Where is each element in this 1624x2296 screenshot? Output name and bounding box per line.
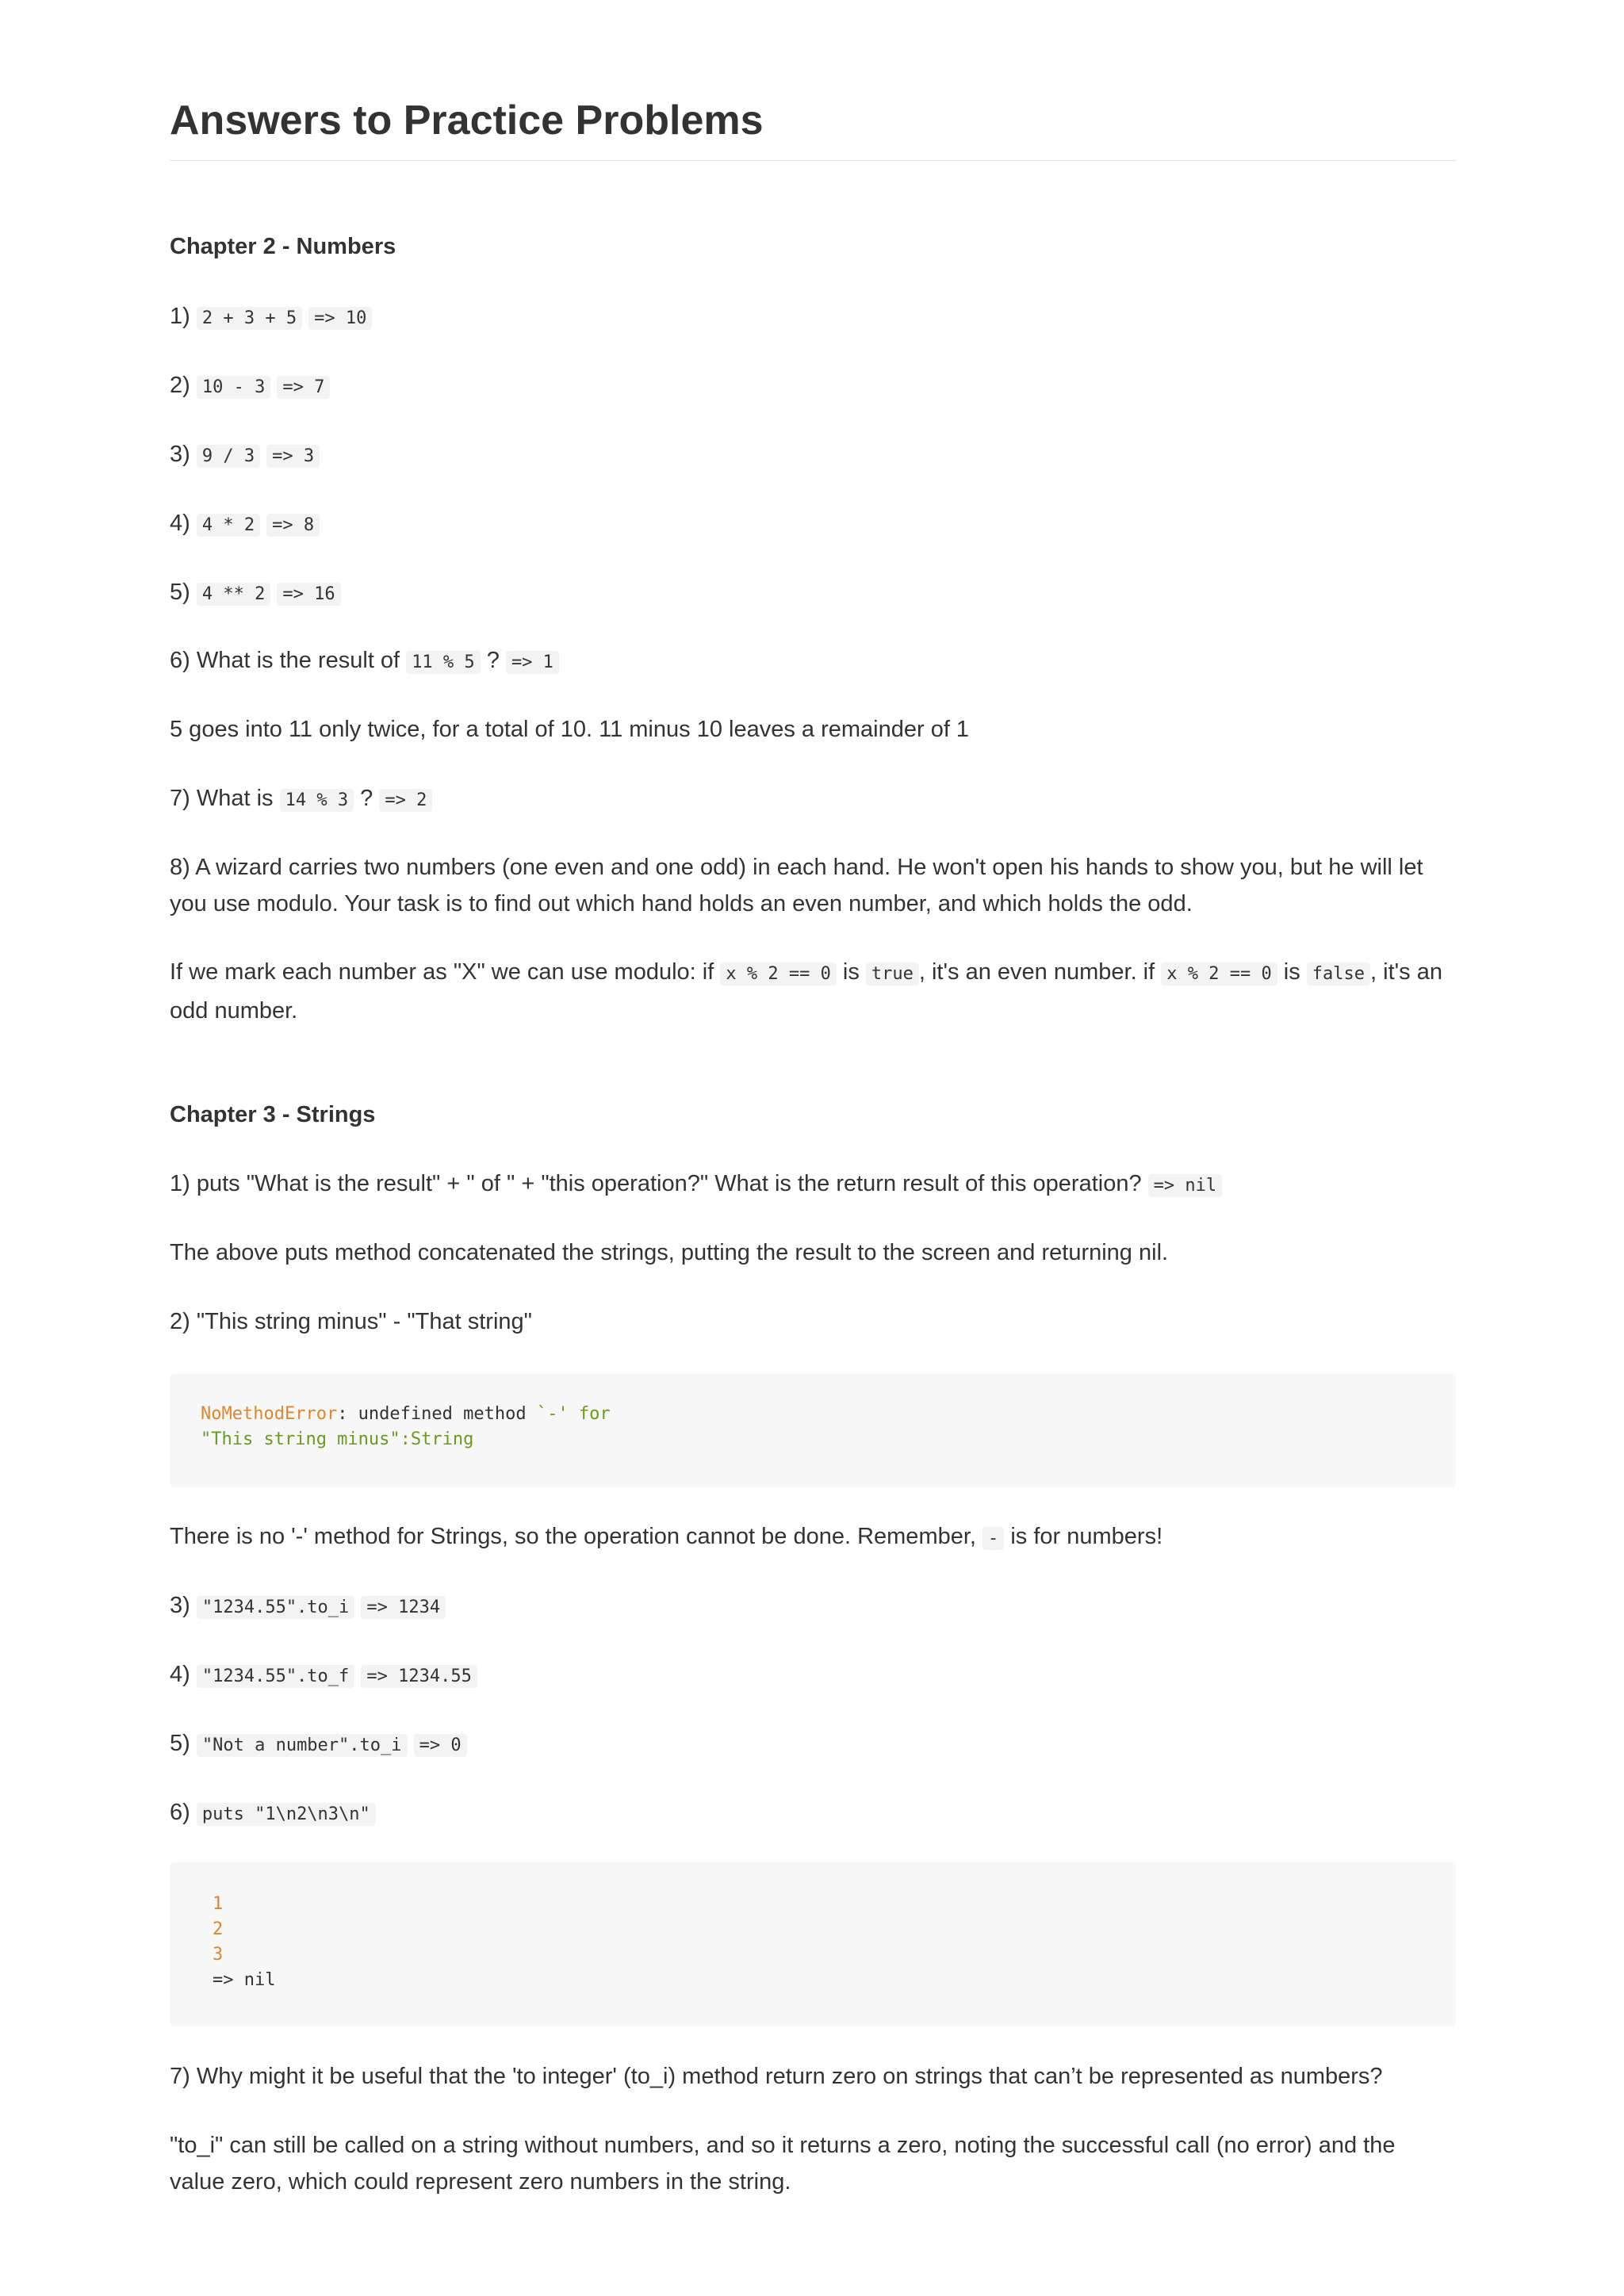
code-value: true <box>866 962 919 985</box>
code-expression: x % 2 == 0 <box>720 962 836 985</box>
ch3-q7-explanation: "to_i" can still be called on a string without numbers, and so it returns a zero, noting the successful call (no error) and the value zero, which could represent zero numbers in the string. <box>170 2133 1396 2195</box>
ch2-q3 <box>170 436 1456 475</box>
code-expression: puts "1\n2\n3\n" <box>197 1803 376 1826</box>
q-text: 1) puts "What is the result" + " of " + "this operation?" What is the return result of this operation? <box>170 1171 1142 1196</box>
output-line: => nil <box>213 1970 276 1990</box>
q-number: 3) <box>170 1593 190 1618</box>
ch3-q1-explanation: The above puts method concatenated the strings, putting the result to the screen and returning nil. <box>170 1240 1169 1265</box>
code-operator: - <box>982 1527 1004 1550</box>
code-result: => 1 <box>506 651 559 674</box>
answer-text: If we mark each number as "X" we can use modulo: if <box>170 959 714 985</box>
ch3-q1 <box>170 1165 1456 1204</box>
code-result: => 16 <box>277 583 340 606</box>
q-number: 6) <box>170 1800 190 1825</box>
code-result: => 3 <box>266 445 320 468</box>
q-number: 4) <box>170 1662 190 1687</box>
explanation-text: There is no '-' method for Strings, so the operation cannot be done. Remember, <box>170 1524 976 1549</box>
code-line <box>201 1427 1425 1452</box>
error-string: "This string minus":String <box>201 1429 474 1449</box>
q-number: 5) <box>170 580 190 605</box>
ch2-q7 <box>170 780 1456 819</box>
ch2-q5 <box>170 574 1456 613</box>
answer-text: is <box>842 959 860 985</box>
q-number: 2) <box>170 373 190 398</box>
explanation-text: is for numbers! <box>1010 1524 1163 1549</box>
code-expression: 10 - 3 <box>197 376 270 399</box>
answer-text: , it's an even number. if <box>918 959 1155 985</box>
code-result: => 10 <box>308 307 372 330</box>
ch2-q1 <box>170 298 1456 337</box>
chapter-2-heading: Chapter 2 - Numbers <box>170 234 396 259</box>
q-number: 5) <box>170 1731 190 1756</box>
output-line: 3 <box>213 1945 224 1965</box>
error-message: : undefined method <box>337 1404 537 1424</box>
q-number: 3) <box>170 442 190 467</box>
error-method: `-' for <box>536 1404 611 1424</box>
ch2-q8: 8) A wizard carries two numbers (one even and one odd) in each hand. He won't open his hands to show you, but he will let you use modulo. Your task is to find out which hand holds an even number, and which holds the odd. <box>170 855 1423 916</box>
code-expression: "Not a number".to_i <box>197 1734 408 1757</box>
code-value: false <box>1307 962 1370 985</box>
code-expression: "1234.55".to_i <box>197 1596 354 1619</box>
code-expression: x % 2 == 0 <box>1161 962 1277 985</box>
code-expression: 4 * 2 <box>197 514 260 537</box>
code-result: => 0 <box>414 1734 467 1757</box>
error-code-block <box>170 1374 1456 1487</box>
code-line <box>201 1402 1425 1427</box>
q-mark: ? <box>486 648 500 673</box>
code-expression: 4 ** 2 <box>197 583 270 606</box>
ch2-q6 <box>170 642 1456 681</box>
error-name: NoMethodError <box>201 1404 338 1424</box>
code-result: => 7 <box>277 376 330 399</box>
code-result: => 1234.55 <box>361 1665 477 1688</box>
code-expression: 9 / 3 <box>197 445 260 468</box>
q-mark: ? <box>360 786 373 811</box>
ch3-q3 <box>170 1587 1456 1626</box>
answer-text: , it's an odd number. <box>170 959 1442 1024</box>
answer-text: is <box>1283 959 1300 985</box>
code-expression: "1234.55".to_f <box>197 1665 354 1688</box>
output-line: 1 <box>213 1894 224 1914</box>
chapter-3-heading: Chapter 3 - Strings <box>170 1102 376 1127</box>
ch3-q2-explanation <box>170 1518 1456 1557</box>
code-expression: 14 % 3 <box>280 789 354 812</box>
code-result: => 1234 <box>361 1596 446 1619</box>
code-expression: 2 + 3 + 5 <box>197 307 302 330</box>
code-result: => 2 <box>379 789 432 812</box>
output-code-block <box>170 1862 1456 2026</box>
ch2-q6-explanation: 5 goes into 11 only twice, for a total of 10. 11 minus 10 leaves a remainder of 1 <box>170 717 970 742</box>
page-title: Answers to Practice Problems <box>170 92 1456 161</box>
ch3-q7: 7) Why might it be useful that the 'to integer' (to_i) method return zero on strings that can’t be represented as numbers? <box>170 2064 1383 2089</box>
ch2-q4 <box>170 505 1456 544</box>
q-text: 7) What is <box>170 786 274 811</box>
ch3-q2: 2) "This string minus" - "That string" <box>170 1309 532 1334</box>
ch2-q8-answer <box>170 954 1456 1029</box>
output-line: 2 <box>213 1919 224 1939</box>
ch3-q6 <box>170 1794 1456 1833</box>
ch3-q5 <box>170 1725 1456 1764</box>
q-text: 6) What is the result of <box>170 648 400 673</box>
ch2-q2 <box>170 367 1456 406</box>
code-result: => 8 <box>266 514 320 537</box>
q-number: 1) <box>170 304 190 329</box>
code-result: => nil <box>1148 1174 1222 1197</box>
ch3-q4 <box>170 1656 1456 1695</box>
code-expression: 11 % 5 <box>406 651 480 674</box>
q-number: 4) <box>170 511 190 536</box>
